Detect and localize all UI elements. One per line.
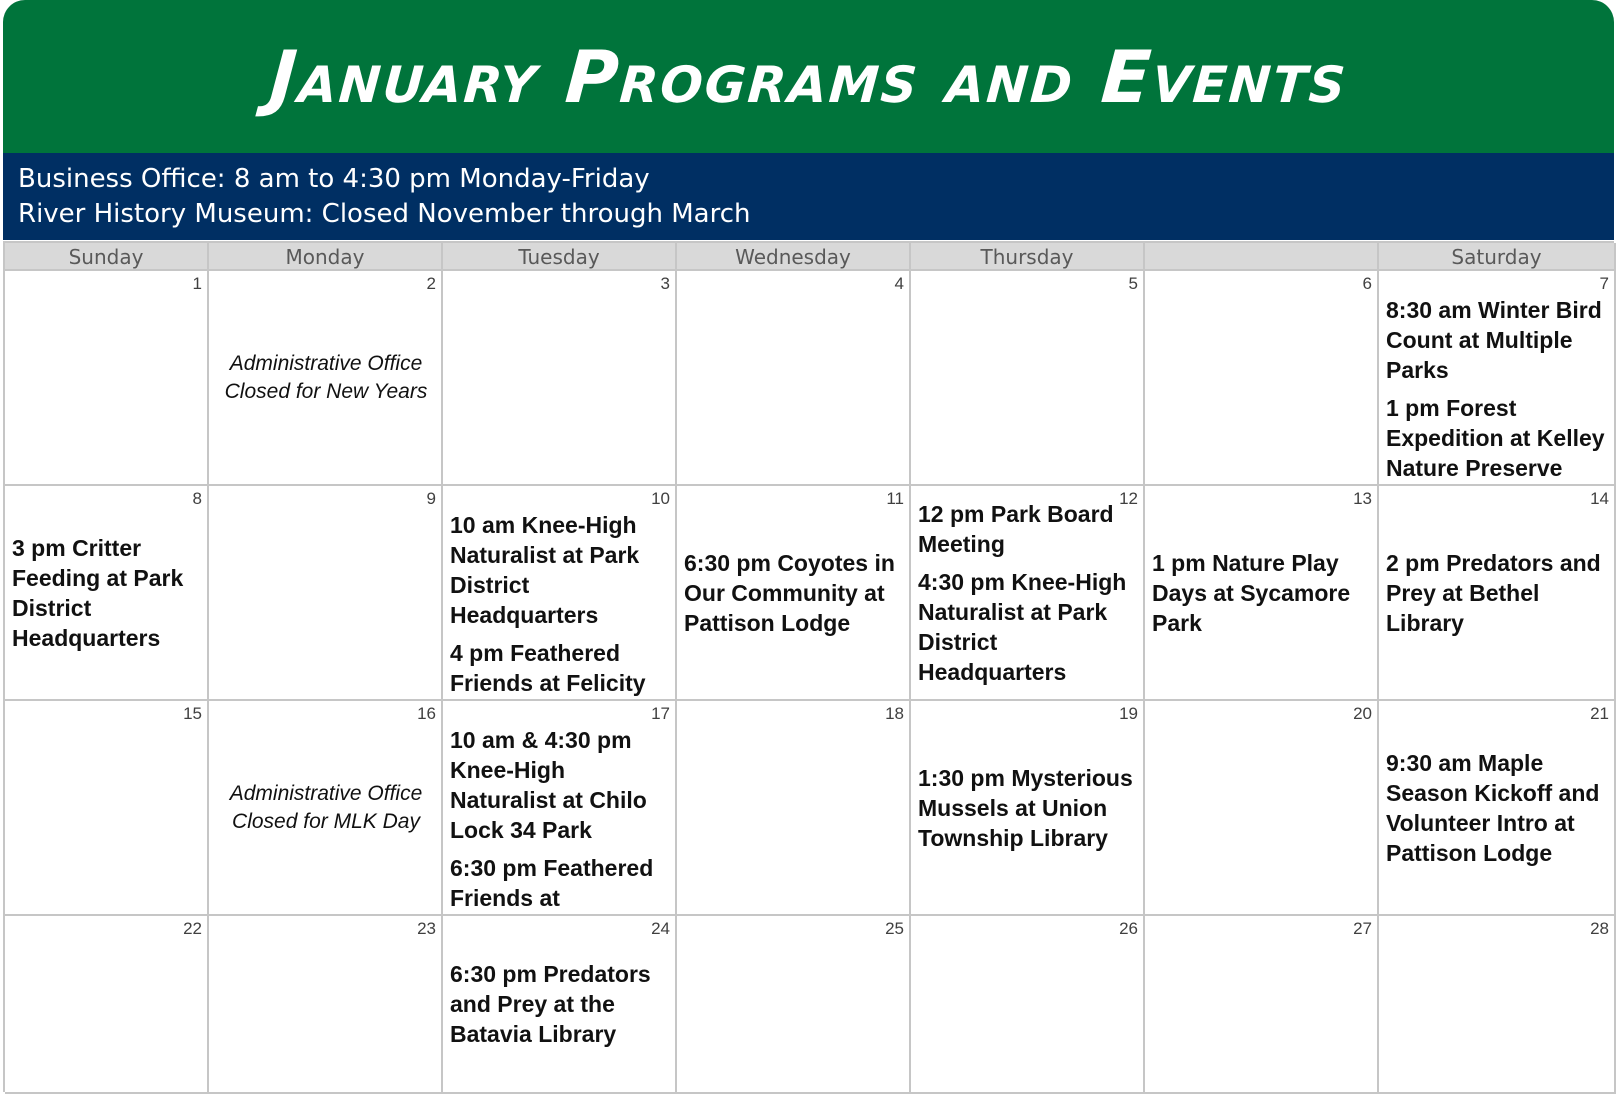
- event-item: 2 pm Predators and Prey at Bethel Library: [1386, 549, 1601, 636]
- day-cell: [209, 701, 443, 916]
- day-cell: [443, 701, 677, 916]
- day-number: 18: [885, 704, 904, 723]
- weekday-header: Saturday: [1379, 243, 1616, 271]
- day-cell: [1379, 271, 1616, 486]
- day-cell: [1145, 916, 1379, 1094]
- day-number: 21: [1590, 704, 1609, 723]
- day-cell: [1145, 271, 1379, 486]
- info-bar: [3, 153, 1614, 240]
- event-item: 8:30 am Winter Bird Count at Multiple Parks: [1386, 297, 1602, 383]
- weekday-header: Tuesday: [443, 243, 677, 271]
- weekday-header: Monday: [209, 243, 443, 271]
- day-cell: [209, 271, 443, 486]
- day-number: 7: [1599, 274, 1609, 293]
- day-number: 9: [426, 489, 436, 508]
- day-number: 12: [1119, 489, 1138, 508]
- day-cell: [677, 486, 911, 701]
- day-number: 15: [183, 704, 202, 723]
- day-events: [1152, 701, 1372, 914]
- page-title: January Programs and Events: [266, 34, 1351, 119]
- day-number: 6: [1362, 274, 1372, 293]
- day-cell: [677, 701, 911, 916]
- event-item: 1 pm Nature Play Days at Sycamore Park: [1152, 549, 1351, 636]
- day-number: 5: [1128, 274, 1138, 293]
- day-events: [12, 916, 202, 1092]
- day-number: 28: [1590, 919, 1609, 938]
- day-events: [1152, 486, 1372, 699]
- event-item: 10 am Knee-High Naturalist at Park District Headquarters: [450, 512, 640, 628]
- day-cell: [5, 486, 209, 701]
- day-number: 27: [1353, 919, 1372, 938]
- day-cell: [1379, 701, 1616, 916]
- day-events: [12, 271, 202, 484]
- day-cell: [5, 701, 209, 916]
- day-events: [1386, 271, 1609, 484]
- day-number: 3: [660, 274, 670, 293]
- weekday-header: [1145, 243, 1379, 271]
- day-events: [918, 701, 1138, 914]
- day-events: [450, 271, 670, 484]
- title-banner: [3, 0, 1614, 153]
- day-number: 10: [651, 489, 670, 508]
- day-number: 13: [1353, 489, 1372, 508]
- office-closure-note: Administrative Office Closed for New Years: [224, 351, 428, 403]
- day-cell: [209, 916, 443, 1094]
- day-cell: [1379, 486, 1616, 701]
- day-events: [216, 701, 436, 914]
- calendar-grid: [3, 241, 1614, 1092]
- day-events: [1152, 271, 1372, 484]
- day-events: [918, 271, 1138, 484]
- day-events: [1386, 486, 1609, 699]
- day-number: 20: [1353, 704, 1372, 723]
- day-events: [450, 486, 670, 699]
- day-cell: [443, 271, 677, 486]
- day-events: [216, 486, 436, 699]
- day-number: 22: [183, 919, 202, 938]
- day-number: 4: [894, 274, 904, 293]
- museum-hours: River History Museum: Closed November through March: [18, 199, 751, 229]
- day-cell: [911, 486, 1145, 701]
- day-cell: [5, 271, 209, 486]
- event-item: 3 pm Critter Feeding at Park District Headquarters: [12, 534, 184, 651]
- day-number: 25: [885, 919, 904, 938]
- day-cell: [911, 271, 1145, 486]
- day-events: [684, 271, 904, 484]
- event-item: 6:30 pm Coyotes in Our Community at Pattison Lodge: [684, 549, 895, 636]
- day-events: [1152, 916, 1372, 1092]
- event-item: 10 am & 4:30 pm Knee-High Naturalist at Chilo Lock 34 Park: [450, 727, 647, 843]
- day-cell: [1379, 916, 1616, 1094]
- day-number: 2: [426, 274, 436, 293]
- day-number: 11: [886, 489, 904, 508]
- day-events: [918, 916, 1138, 1092]
- day-events: [1386, 916, 1609, 1092]
- weekday-header: Thursday: [911, 243, 1145, 271]
- day-cell: [677, 916, 911, 1094]
- day-events: [684, 916, 904, 1092]
- day-number: 23: [417, 919, 436, 938]
- day-cell: [1145, 701, 1379, 916]
- day-events: [12, 486, 202, 699]
- weekday-header: Wednesday: [677, 243, 911, 271]
- day-events: [1386, 701, 1609, 914]
- day-number: 14: [1590, 489, 1609, 508]
- day-events: [450, 916, 670, 1092]
- day-number: 24: [651, 919, 670, 938]
- day-cell: [5, 916, 209, 1094]
- day-cell: [677, 271, 911, 486]
- day-events: [216, 271, 436, 484]
- day-events: [12, 701, 202, 914]
- event-item: 4:30 pm Knee-High Naturalist at Park District Headquarters: [918, 568, 1127, 685]
- day-events: [684, 701, 904, 914]
- day-cell: [443, 486, 677, 701]
- event-item: 1:30 pm Mysterious Mussels at Union Township Library: [918, 764, 1133, 851]
- event-item: 6:30 pm Feathered Friends at: [450, 855, 654, 911]
- day-number: 17: [651, 704, 670, 723]
- event-item: 4 pm Feathered Friends at Felicity: [450, 640, 646, 696]
- day-events: [450, 701, 670, 914]
- day-cell: [443, 916, 677, 1094]
- day-number: 1: [192, 274, 202, 293]
- day-number: 16: [417, 704, 436, 723]
- day-number: 19: [1119, 704, 1138, 723]
- day-number: 8: [192, 489, 202, 508]
- day-cell: [209, 486, 443, 701]
- day-events: [918, 486, 1138, 699]
- event-item: 6:30 pm Predators and Prey at the Batavia Library: [450, 961, 651, 1047]
- event-item: 9:30 am Maple Season Kickoff and Volunteer Intro at Pattison Lodge: [1386, 749, 1600, 866]
- office-closure-note: Administrative Office Closed for MLK Day: [229, 781, 423, 833]
- day-cell: [911, 916, 1145, 1094]
- business-office-hours: Business Office: 8 am to 4:30 pm Monday-Friday: [18, 164, 650, 194]
- day-events: [216, 916, 436, 1092]
- event-item: 12 pm Park Board Meeting: [918, 500, 1114, 557]
- event-item: 1 pm Forest Expedition at Kelley Nature Preserve: [1386, 395, 1605, 481]
- day-number: 26: [1119, 919, 1138, 938]
- day-cell: [1145, 486, 1379, 701]
- day-events: [684, 486, 904, 699]
- weekday-header: Sunday: [5, 243, 209, 271]
- day-cell: [911, 701, 1145, 916]
